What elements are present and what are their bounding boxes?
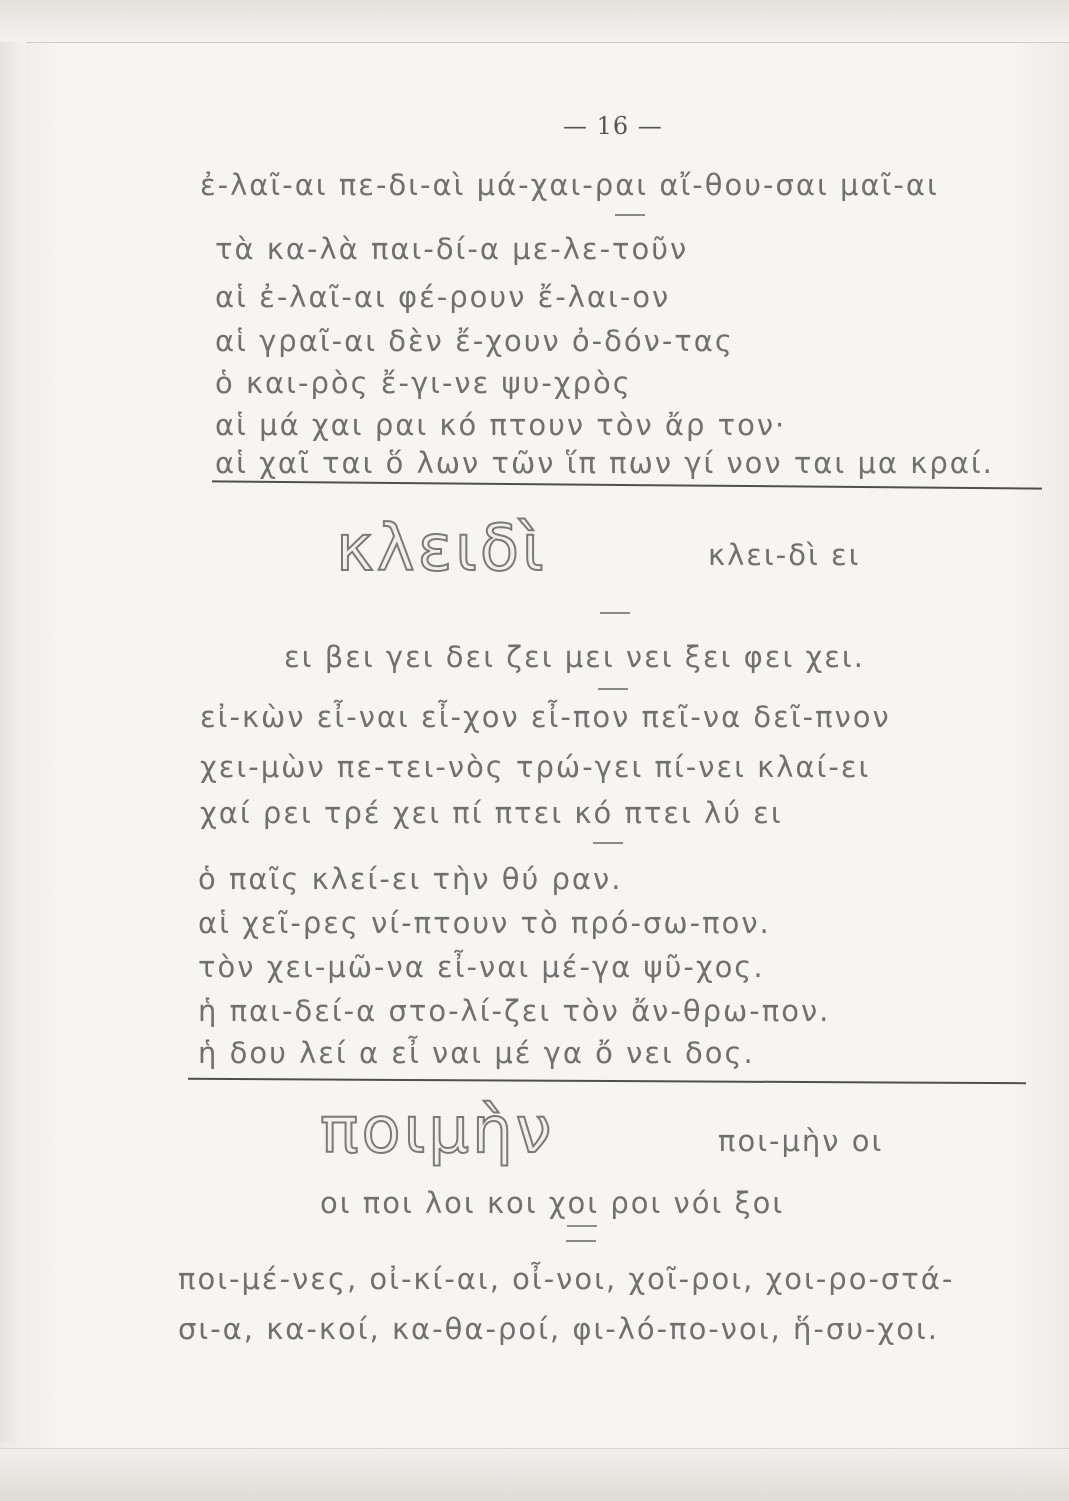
- sentence-line: ἡ παι-δεί-α στο-λί-ζει τὸν ἄν-θρω-πον.: [198, 994, 831, 1028]
- key-word-syllables: ποι-μὴν οι: [718, 1124, 884, 1158]
- sentence-line: αἱ ἐ-λαῖ-αι φέ-ρουν ἔ-λαι-ον: [215, 280, 671, 314]
- sentence-line: τὰ κα-λὰ παι-δί-α με-λε-τοῦν: [215, 232, 689, 266]
- word-line: χαί ρει τρέ χει πί πτει κό πτει λύ ει: [200, 796, 783, 830]
- page-bottom-edge: [0, 1448, 1069, 1501]
- key-word: κλειδὶ: [336, 512, 547, 586]
- page-number: — 16 —: [563, 112, 663, 140]
- divider-dash: [593, 842, 623, 844]
- sentence-line: αἱ γραῖ-αι δὲν ἔ-χουν ὀ-δόν-τας: [215, 324, 734, 358]
- page-top-edge: [0, 0, 1069, 43]
- word-line: ποι-μέ-νες, οἰ-κί-αι, οἶ-νοι, χοῖ-ροι, χοι-ρο-στά-: [178, 1262, 955, 1296]
- page-left-edge: [0, 42, 26, 1442]
- sentence-line: ὁ και-ρὸς ἔ-γι-νε ψυ-χρὸς: [215, 366, 632, 400]
- sentence-line: αἱ χεῖ-ρες νί-πτουν τὸ πρό-σω-πον.: [198, 906, 771, 940]
- sentence-line: τὸν χει-μῶ-να εἶ-ναι μέ-γα ψῦ-χος.: [198, 950, 765, 984]
- syllable-line: οι ποι λοι κοι χοι ροι νόι ξοι: [320, 1186, 785, 1220]
- sentence-line: αἱ χαῖ ται ὅ λων τῶν ἵπ πων γί νον ται μα κραί.: [215, 446, 994, 480]
- section-rule: [212, 480, 1042, 489]
- divider-dash: [600, 612, 630, 614]
- word-line: εἰ-κὼν εἶ-ναι εἶ-χον εἶ-πον πεῖ-να δεῖ-πνον: [200, 700, 891, 734]
- key-word-syllables: κλει-δὶ ει: [708, 538, 861, 572]
- divider-dash: [598, 688, 628, 690]
- word-line: χει-μὼν πε-τει-νὸς τρώ-γει πί-νει κλαί-ει: [200, 750, 871, 784]
- key-word: ποιμὴν: [320, 1094, 555, 1168]
- sentence-line: ὁ παῖς κλεί-ει τὴν θύ ραν.: [198, 862, 623, 896]
- divider-dash: [566, 1240, 596, 1242]
- section-rule: [188, 1078, 1026, 1084]
- syllable-line: ει βει γει δει ζει μει νει ξει φει χει.: [284, 640, 865, 674]
- syllable-line: ἐ-λαῖ-αι πε-δι-αὶ μά-χαι-ραι αἴ-θου-σαι μαῖ-αι: [200, 168, 939, 202]
- sentence-line: αἱ μά χαι ραι κό πτουν τὸν ἄρ τον·: [215, 408, 787, 442]
- word-line: σι-α, κα-κοί, κα-θα-ροί, φι-λό-πο-νοι, ἥ-συ-χοι.: [178, 1312, 939, 1346]
- underline-mark: [567, 1225, 597, 1227]
- sentence-line: ἡ δου λεί α εἶ ναι μέ γα ὄ νει δος.: [198, 1036, 755, 1070]
- divider-dash: [615, 214, 645, 216]
